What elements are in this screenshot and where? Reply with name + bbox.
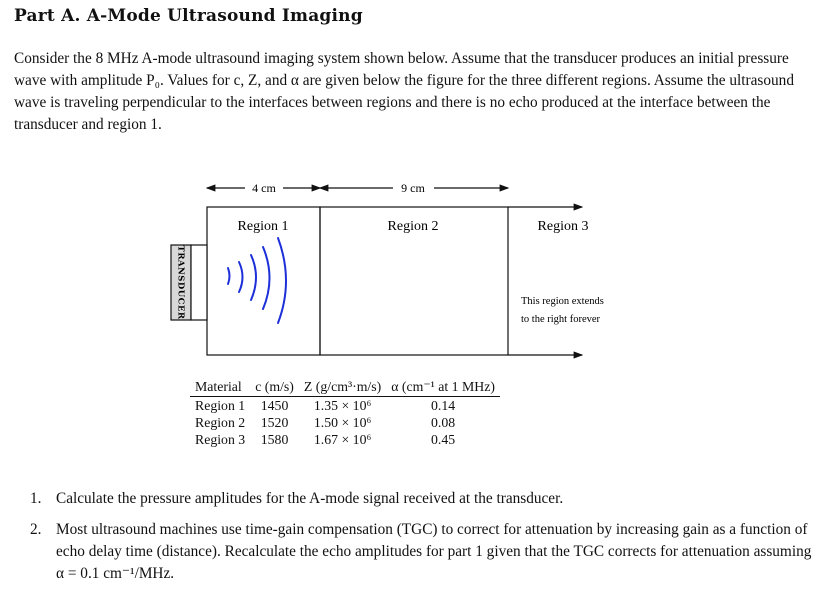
region-3-label: Region 3 xyxy=(537,219,589,234)
cell-material: Region 3 xyxy=(195,432,246,447)
intro-text: Consider the 8 MHz A-mode ultrasound imaging system shown below. Assume that the transducer produces an initial pressure wave with amplitude P₀. Values for c, Z, and α are given below the figure for the three different regions. Assume the ultrasound wave is traveling perpendicular to the interfaces between regions and there is no echo produced at the interface between the transducer and region 1. xyxy=(14,50,794,133)
cell-attenuation: 0.08 xyxy=(431,415,456,430)
material-properties-table xyxy=(190,379,500,448)
col-header-impedance: Z (g/cm³·m/s) xyxy=(299,379,386,397)
cell-impedance: 1.50 × 10⁶ xyxy=(313,415,372,430)
table-row xyxy=(190,431,500,448)
question-text: Most ultrasound machines use time-gain compensation (TGC) to correct for attenuation by increasing gain as a function of echo delay time (distance). Recalculate the echo amplitudes for part 1 given that the TGC corrects for attenuation assuming α = 0.1 cm⁻¹/MHz. xyxy=(56,521,812,582)
cell-speed: 1520 xyxy=(260,415,289,430)
question-item xyxy=(30,488,820,510)
dimension-9cm xyxy=(320,181,508,195)
section-title: Part A. A-Mode Ultrasound Imaging xyxy=(14,6,363,26)
question-item xyxy=(30,519,820,585)
cell-attenuation: 0.14 xyxy=(431,398,456,413)
dimension-4cm xyxy=(207,181,320,195)
sound-wave-icon xyxy=(228,238,286,323)
region-1-label: Region 1 xyxy=(237,219,289,234)
question-list xyxy=(30,488,820,594)
cell-impedance: 1.67 × 10⁶ xyxy=(313,432,372,447)
col-header-attenuation: α (cm⁻¹ at 1 MHz) xyxy=(386,379,500,397)
col-header-speed: c (m/s) xyxy=(250,379,299,397)
region-3-note-line2: to the right forever xyxy=(521,314,601,325)
cell-material: Region 2 xyxy=(195,415,246,430)
question-number: 2. xyxy=(30,521,42,538)
cell-material: Region 1 xyxy=(195,398,246,413)
transducer xyxy=(171,245,207,320)
table-row xyxy=(190,414,500,431)
cell-impedance: 1.35 × 10⁶ xyxy=(313,398,372,413)
question-number: 1. xyxy=(30,490,42,507)
dim-9cm-label: 9 cm xyxy=(401,181,425,195)
col-header-material: Material xyxy=(190,379,250,397)
dim-4cm-label: 4 cm xyxy=(252,181,276,195)
region-2-label: Region 2 xyxy=(387,219,439,234)
cell-attenuation: 0.45 xyxy=(431,432,456,447)
cell-speed: 1580 xyxy=(260,432,289,447)
cell-speed: 1450 xyxy=(260,398,289,413)
region-3-note-line1: This region extends xyxy=(521,296,604,307)
question-text: Calculate the pressure amplitudes for the A-mode signal received at the transducer. xyxy=(56,490,564,507)
transducer-label: TRANSDUCER xyxy=(175,245,186,320)
table-row xyxy=(190,397,500,415)
table-header-row xyxy=(190,379,500,397)
